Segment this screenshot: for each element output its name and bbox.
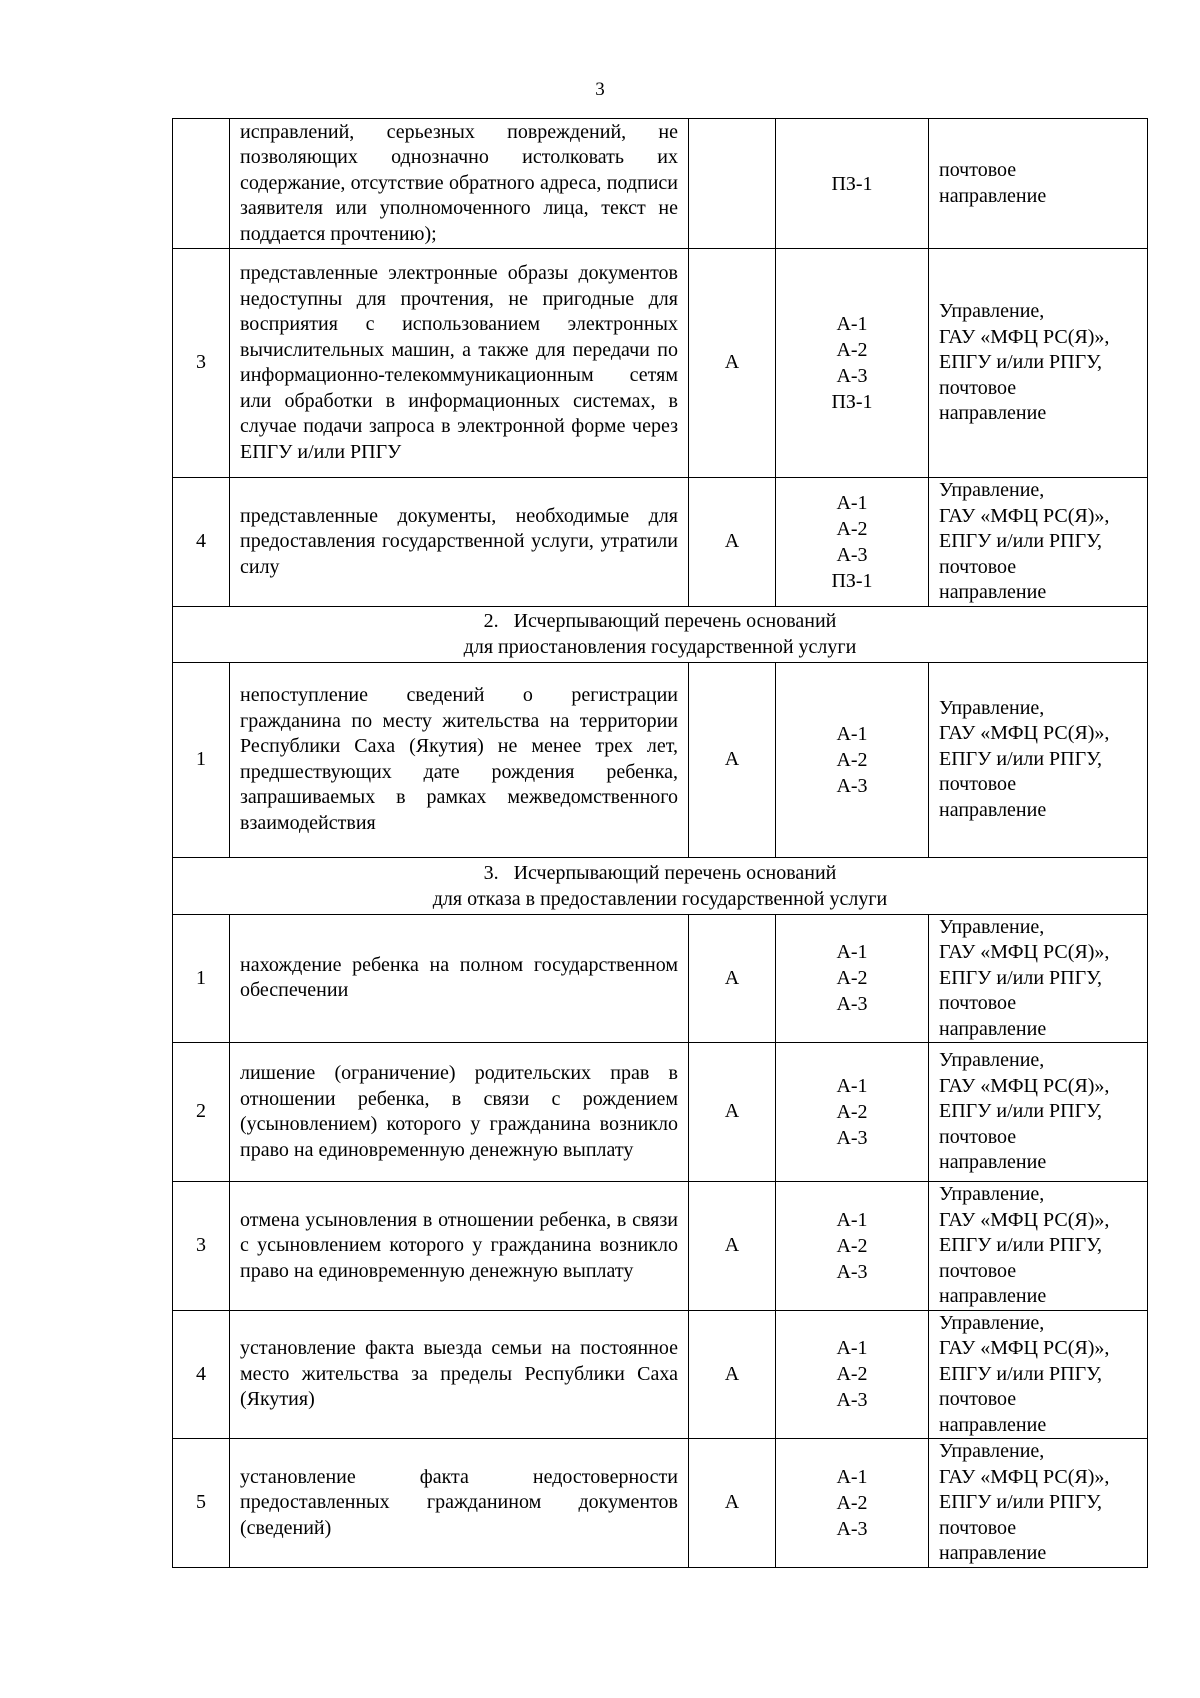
result-code: А-3: [836, 543, 868, 566]
result-code: А-1: [836, 491, 868, 514]
result-code: ПЗ-1: [831, 569, 873, 592]
row-number: 2: [173, 1043, 230, 1182]
section-title-line: для отказа в предоставлении государственной услуги: [432, 887, 888, 910]
section-title-line: 3. Исчерпывающий перечень оснований: [483, 861, 837, 884]
ground-category: А: [689, 914, 776, 1043]
delivery-channel: направление: [939, 1017, 1047, 1040]
result-code: ПЗ-1: [831, 172, 873, 195]
delivery-channels: [929, 1439, 1148, 1568]
result-code: А-3: [836, 1260, 868, 1283]
delivery-channel: ГАУ «МФЦ РС(Я)»,: [939, 1337, 1110, 1359]
delivery-channel: ГАУ «МФЦ РС(Я)»,: [939, 325, 1110, 348]
result-code: А-3: [836, 993, 868, 1016]
delivery-channel: почтовое: [939, 555, 1017, 578]
result-codes: [776, 119, 929, 249]
result-codes: [776, 1310, 929, 1439]
section-header-row: [173, 606, 1148, 662]
delivery-channel: ГАУ «МФЦ РС(Я)»,: [939, 1074, 1110, 1097]
delivery-channel: почтовое: [939, 1516, 1017, 1539]
delivery-channel: почтовое: [939, 773, 1017, 796]
ground-description: отмена усыновления в отношении ребенка, в связи с усыновлением которого у гражданина возникло право на единовременную денежную выплату: [230, 1182, 689, 1311]
result-codes: [776, 478, 929, 607]
delivery-channels: [929, 119, 1148, 249]
delivery-channel: ЕПГУ и/или РПГУ,: [939, 966, 1103, 989]
result-codes: [776, 249, 929, 478]
result-code: А-1: [836, 941, 868, 964]
result-code: А-3: [836, 774, 868, 797]
ground-category: А: [689, 1439, 776, 1568]
section-title-line: 2. Исчерпывающий перечень оснований: [483, 610, 837, 632]
result-code: А-2: [836, 1101, 868, 1123]
table-row: [173, 1043, 1148, 1182]
ground-description: исправлений, серьезных повреждений, не позволяющих однозначно истолковать их содержание, отсутствие обратного адреса, подписи заявителя или уполномоченного лица, текст не поддается прочтению);: [230, 119, 689, 249]
delivery-channels: [929, 1182, 1148, 1311]
delivery-channel: Управление,: [939, 696, 1045, 719]
result-code: А-1: [836, 313, 868, 335]
ground-description: нахождение ребенка на полном государственном обеспечении: [230, 914, 689, 1043]
result-code: А-1: [836, 1075, 868, 1097]
table-row: [173, 1439, 1148, 1568]
delivery-channel: направление: [939, 581, 1047, 603]
ground-description: представленные документы, необходимые для предоставления государственной услуги, утратили силу: [230, 478, 689, 607]
row-number: 3: [173, 1182, 230, 1311]
delivery-channel: направление: [939, 402, 1047, 425]
ground-description: непоступление сведений о регистрации гражданина по месту жительства на территории Республики Саха (Якутия) не менее трех лет, предшествующих дате рождения ребенка, запрашиваемых в рамках межведомственного взаимодействия: [230, 662, 689, 857]
result-code: А-3: [836, 1517, 868, 1540]
section-header-row: [173, 857, 1148, 914]
table-row: [173, 478, 1148, 607]
row-number: 4: [173, 1310, 230, 1439]
ground-description: установление факта недостоверности предоставленных гражданином документов (сведений): [230, 1439, 689, 1568]
delivery-channel: ЕПГУ и/или РПГУ,: [939, 1234, 1103, 1256]
row-number: 3: [173, 249, 230, 478]
result-code: А-1: [836, 1208, 868, 1231]
row-number: 1: [173, 914, 230, 1043]
delivery-channel: ЕПГУ и/или РПГУ,: [939, 747, 1103, 770]
ground-category: А: [689, 478, 776, 607]
section-title: [173, 606, 1148, 662]
result-codes: [776, 1182, 929, 1311]
ground-category: [689, 119, 776, 249]
delivery-channels: [929, 1043, 1148, 1182]
result-codes: [776, 1439, 929, 1568]
result-code: А-3: [836, 365, 868, 387]
delivery-channel: ГАУ «МФЦ РС(Я)»,: [939, 722, 1110, 745]
delivery-channel: ГАУ «МФЦ РС(Я)»,: [939, 504, 1110, 527]
delivery-channel: почтовое: [939, 1125, 1017, 1148]
result-codes: [776, 1043, 929, 1182]
delivery-channels: [929, 249, 1148, 478]
row-number: [173, 119, 230, 249]
delivery-channel: направление: [939, 1413, 1047, 1436]
result-code: А-1: [836, 1337, 868, 1360]
delivery-channel: Управление,: [939, 1049, 1045, 1072]
table-row: [173, 249, 1148, 478]
delivery-channel: почтовое: [939, 992, 1017, 1014]
delivery-channel: Управление,: [939, 1440, 1045, 1462]
table-row: [173, 914, 1148, 1043]
result-code: А-2: [836, 517, 868, 540]
result-codes: [776, 914, 929, 1043]
table-row: [173, 662, 1148, 857]
delivery-channel: Управление,: [939, 1183, 1045, 1205]
ground-description: представленные электронные образы документов недоступны для прочтения, не пригодные для восприятия с использованием электронных вычислительных машин, а также для передачи по информационно-телекоммуникационным сетям или обработки в информационных системах, в случае подачи запроса в электронной форме через ЕПГУ и/или РПГУ: [230, 249, 689, 478]
section-title-line: для приостановления государственной услуги: [463, 636, 857, 658]
result-code: А-2: [836, 1234, 868, 1257]
delivery-channel: почтовое: [939, 1388, 1017, 1410]
delivery-channel: ГАУ «МФЦ РС(Я)»,: [939, 1465, 1110, 1488]
section-title: [173, 857, 1148, 914]
delivery-channels: [929, 662, 1148, 857]
result-code: А-2: [836, 967, 868, 990]
result-code: А-3: [836, 1389, 868, 1412]
result-code: А-1: [836, 722, 868, 745]
ground-description: лишение (ограничение) родительских прав в отношении ребенка, в связи с рождением (усыновлением) которого у гражданина возникло право на единовременную денежную выплату: [230, 1043, 689, 1182]
result-code: ПЗ-1: [831, 391, 873, 413]
ground-category: А: [689, 249, 776, 478]
delivery-channel: направление: [939, 1151, 1047, 1174]
delivery-channel: ЕПГУ и/или РПГУ,: [939, 351, 1103, 374]
delivery-channel: почтовое: [939, 376, 1017, 399]
delivery-channel: ГАУ «МФЦ РС(Я)»,: [939, 941, 1110, 963]
page-number: 3: [595, 79, 605, 100]
delivery-channel: ГАУ «МФЦ РС(Я)»,: [939, 1208, 1110, 1231]
ground-category: А: [689, 662, 776, 857]
table-row: [173, 1182, 1148, 1311]
result-code: А-2: [836, 748, 868, 771]
table-row: [173, 119, 1148, 249]
delivery-channel: Управление,: [939, 915, 1045, 938]
result-codes: [776, 662, 929, 857]
delivery-channel: ЕПГУ и/или РПГУ,: [939, 1362, 1103, 1385]
ground-category: А: [689, 1310, 776, 1439]
ground-description: установление факта выезда семьи на постоянное место жительства за пределы Республики Саха (Якутия): [230, 1310, 689, 1439]
result-code: А-2: [836, 1363, 868, 1386]
delivery-channel: почтовое: [939, 1259, 1017, 1282]
delivery-channel: Управление,: [939, 479, 1045, 501]
result-code: А-1: [836, 1465, 868, 1488]
delivery-channels: [929, 1310, 1148, 1439]
ground-category: А: [689, 1043, 776, 1182]
result-code: А-2: [836, 339, 868, 361]
delivery-channel: направление: [939, 1285, 1047, 1307]
row-number: 4: [173, 478, 230, 607]
delivery-channel: Управление,: [939, 300, 1045, 323]
delivery-channel: направление: [939, 798, 1047, 821]
delivery-channel: направление: [939, 1542, 1047, 1564]
delivery-channels: [929, 478, 1148, 607]
delivery-channels: [929, 914, 1148, 1043]
delivery-channel: Управление,: [939, 1311, 1045, 1334]
delivery-channel: ЕПГУ и/или РПГУ,: [939, 1100, 1103, 1123]
grounds-table: [172, 118, 1148, 1568]
result-code: А-3: [836, 1127, 868, 1149]
row-number: 1: [173, 662, 230, 857]
delivery-channel: ЕПГУ и/или РПГУ,: [939, 1491, 1103, 1513]
ground-category: А: [689, 1182, 776, 1311]
table-row: [173, 1310, 1148, 1439]
row-number: 5: [173, 1439, 230, 1568]
delivery-channel: ЕПГУ и/или РПГУ,: [939, 530, 1103, 552]
delivery-channel: направление: [939, 184, 1047, 207]
result-code: А-2: [836, 1491, 868, 1514]
delivery-channel: почтовое: [939, 159, 1017, 181]
